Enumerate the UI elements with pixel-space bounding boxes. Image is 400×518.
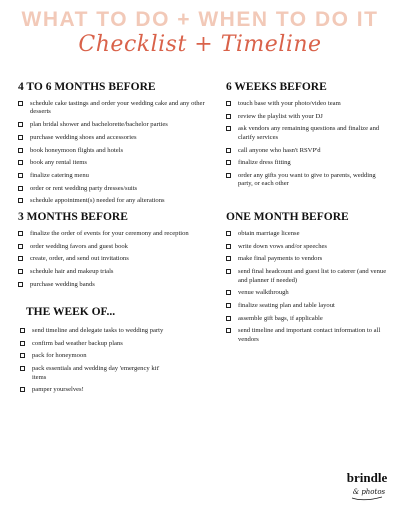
checkbox[interactable] (18, 101, 23, 106)
list-item (18, 159, 206, 167)
item-label: send timeline and important contact information to all vendors (238, 327, 381, 343)
list-item (18, 243, 218, 251)
checkbox[interactable] (18, 256, 23, 261)
checkbox[interactable] (226, 269, 231, 274)
list-item (226, 100, 386, 108)
checkbox[interactable] (18, 173, 23, 178)
item-label: schedule hair and makeup trials (30, 268, 114, 276)
item-label: write down vows and/or speeches (238, 242, 327, 250)
list-item (226, 302, 388, 310)
checkbox[interactable] (20, 328, 25, 333)
list-item (20, 352, 170, 360)
item-label: schedule appointment(s) needed for any alterations (30, 197, 165, 205)
item-label: call anyone who hasn't RSVP'd (238, 146, 321, 154)
checkbox[interactable] (226, 114, 231, 119)
svg-text:& photos: & photos (352, 488, 386, 496)
checkbox[interactable] (226, 244, 231, 249)
checkbox[interactable] (226, 160, 231, 165)
item-label: assemble gift bags, if applicable (238, 314, 323, 322)
checkbox[interactable] (20, 387, 25, 392)
item-label: make final payments to vendors (238, 255, 323, 263)
list-item (18, 281, 218, 289)
checkbox[interactable] (18, 160, 23, 165)
checkbox[interactable] (18, 122, 23, 127)
list-item (226, 113, 386, 121)
list-item (20, 386, 170, 394)
item-label: touch base with your photo/video team (238, 100, 341, 107)
list-item (18, 185, 206, 193)
item-label: obtain marriage license (238, 230, 300, 237)
section-heading: ONE MONTH BEFORE (226, 211, 349, 223)
list-item (226, 230, 388, 238)
checkbox[interactable] (226, 328, 231, 333)
list-item (226, 327, 388, 344)
checkbox[interactable] (18, 135, 23, 140)
item-label: order any gifts you want to give to parents, wedding party, or each other (238, 171, 376, 188)
checkbox[interactable] (18, 231, 23, 236)
list-item (18, 121, 206, 129)
list-item (20, 365, 170, 382)
list-item (18, 147, 206, 155)
checkbox[interactable] (18, 282, 23, 287)
page-subtitle: Checklist + Timeline (78, 32, 322, 57)
section-heading: THE WEEK OF... (26, 306, 116, 318)
checkbox[interactable] (20, 341, 25, 346)
item-label: order wedding favors and guest book (30, 242, 128, 250)
checkbox[interactable] (226, 290, 231, 295)
checkbox[interactable] (226, 101, 231, 106)
item-label: ask vendors any remaining questions and finalize and clarify services (238, 125, 380, 141)
checkbox[interactable] (20, 353, 25, 358)
list-item (18, 230, 218, 238)
item-label: pamper yourselves! (32, 386, 84, 394)
item-label: schedule cake tastings and order your wedding cake and any other desserts (30, 100, 205, 116)
list-item (226, 243, 388, 251)
list-item (20, 327, 170, 335)
list-item (226, 315, 388, 323)
checkbox[interactable] (18, 244, 23, 249)
item-label: purchase wedding bands (30, 280, 95, 288)
checkbox[interactable] (226, 231, 231, 236)
list-item (226, 255, 388, 263)
list-item (226, 289, 388, 297)
list-item (18, 268, 218, 276)
item-label: finalize seating plan and table layout (238, 301, 335, 309)
section-week-of (20, 306, 170, 399)
checkbox[interactable] (18, 269, 23, 274)
list-item (20, 340, 170, 348)
list-item (18, 172, 206, 180)
checkbox[interactable] (226, 148, 231, 153)
item-label: finalize dress fitting (238, 159, 291, 167)
item-label: review the playlist with your DJ (238, 112, 323, 120)
list-item (226, 147, 386, 155)
section-heading: 4 TO 6 MONTHS BEFORE (18, 81, 156, 93)
checkbox[interactable] (226, 126, 231, 131)
section-heading: 6 WEEKS BEFORE (226, 81, 327, 93)
item-label: purchase wedding shoes and accessories (30, 133, 137, 141)
section-heading: 3 MONTHS BEFORE (18, 211, 128, 223)
item-label: book honeymoon flights and hotels (30, 146, 124, 154)
section-6-weeks (226, 81, 386, 193)
checkbox[interactable] (20, 366, 25, 371)
list-item (18, 134, 206, 142)
section-3-months (18, 211, 218, 294)
item-label: order or rent wedding party dresses/suits (30, 184, 138, 192)
item-label: pack for honeymoon (32, 352, 87, 360)
item-label: plan bridal shower and bachelorette/bachelor parties (30, 121, 168, 129)
checkbox[interactable] (18, 198, 23, 203)
item-label: send timeline and delegate tasks to wedding party (32, 327, 164, 334)
checkbox[interactable] (226, 303, 231, 308)
item-label: pack essentials and wedding day 'emergency kit' items (32, 365, 160, 381)
list-item (18, 197, 206, 205)
checkbox[interactable] (18, 148, 23, 153)
section-one-month (226, 211, 388, 348)
item-label: venue walkthrough (238, 289, 289, 297)
page-title: WHAT TO DO + WHEN TO DO IT (21, 8, 379, 31)
brand-logo (344, 462, 390, 508)
item-label: finalize catering menu (30, 171, 89, 179)
item-label: send final headcount and guest list to caterer (and venue and planner if needed) (238, 268, 387, 284)
section-4-to-6-months (18, 81, 206, 210)
checkbox[interactable] (226, 173, 231, 178)
item-label: create, order, and send out invitations (30, 255, 129, 263)
checkbox[interactable] (226, 316, 231, 321)
list-item (226, 172, 386, 189)
list-item (18, 100, 206, 117)
svg-text:brindle: brindle (346, 470, 388, 485)
list-item (226, 125, 386, 142)
checkbox[interactable] (18, 186, 23, 191)
list-item (226, 268, 388, 285)
item-label: book any rental items (30, 159, 87, 167)
checkbox[interactable] (226, 256, 231, 261)
item-label: finalize the order of events for your ceremony and reception (30, 230, 189, 237)
list-item (226, 159, 386, 167)
item-label: confirm bad weather backup plans (32, 339, 123, 347)
list-item (18, 255, 218, 263)
